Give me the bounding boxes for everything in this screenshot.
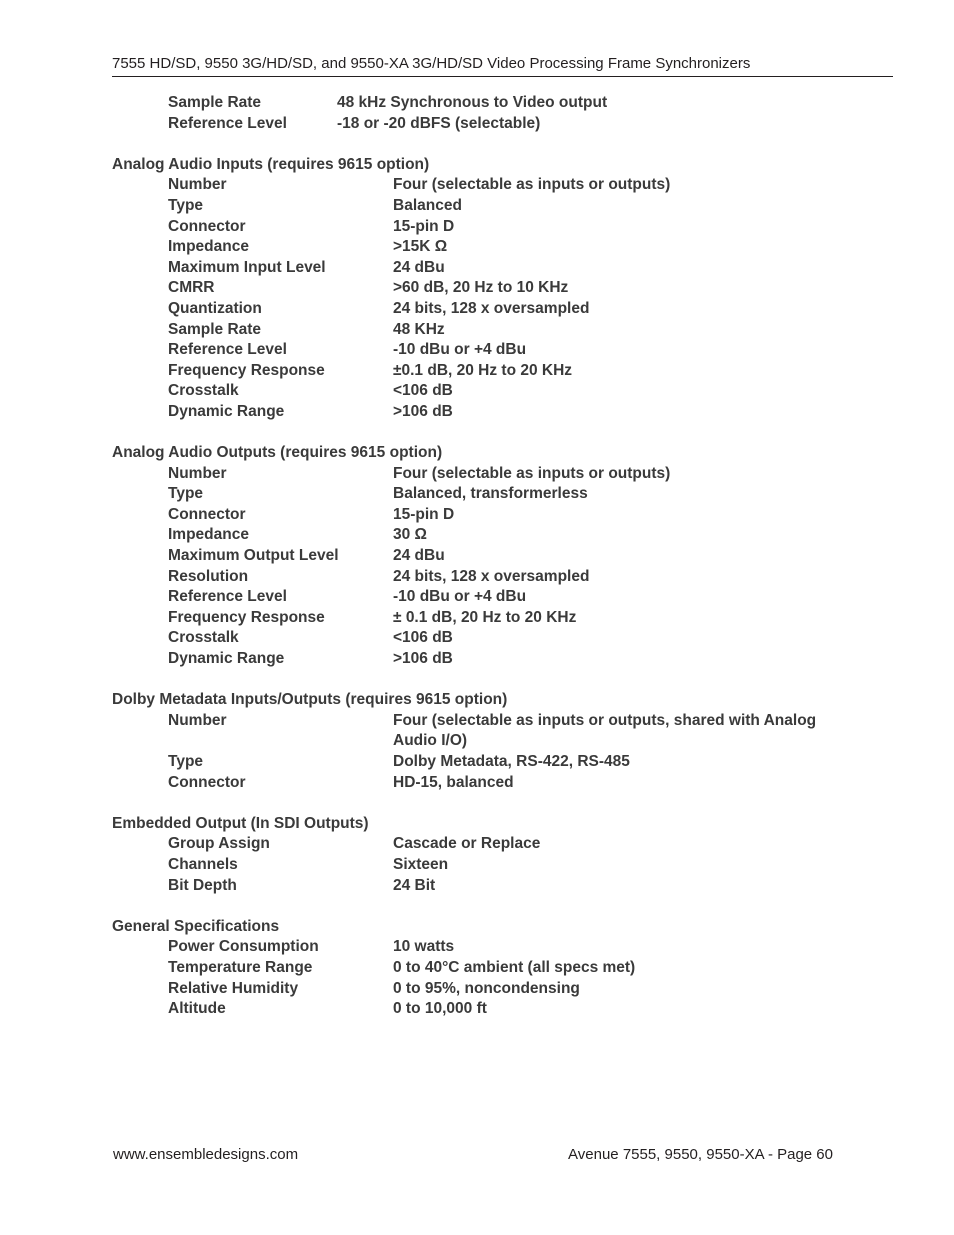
spec-value: 24 bits, 128 x oversampled bbox=[393, 299, 590, 317]
spec-section-top bbox=[112, 93, 872, 134]
spec-value: 15-pin D bbox=[393, 505, 455, 523]
spec-value: Sixteen bbox=[393, 855, 449, 873]
section-gap bbox=[112, 134, 872, 155]
spec-row bbox=[112, 546, 872, 567]
spec-row bbox=[112, 752, 872, 773]
spec-value: Dolby Metadata, RS-422, RS-485 bbox=[393, 753, 630, 770]
spec-row bbox=[112, 464, 872, 485]
spec-row bbox=[112, 258, 872, 279]
spec-row bbox=[112, 340, 872, 361]
spec-value: 30 Ω bbox=[393, 526, 427, 544]
spec-value: HD-15, balanced bbox=[393, 773, 514, 791]
spec-label: Relative Humidity bbox=[168, 979, 299, 997]
spec-section bbox=[112, 690, 872, 793]
spec-row bbox=[112, 320, 872, 341]
spec-value: -10 dBu or +4 dBu bbox=[393, 341, 527, 359]
section-title: Analog Audio Outputs (requires 9615 option) bbox=[112, 444, 443, 462]
spec-section bbox=[112, 917, 872, 1020]
spec-value: <106 dB bbox=[393, 629, 453, 647]
spec-row bbox=[112, 587, 872, 608]
spec-row bbox=[112, 196, 872, 217]
spec-content bbox=[112, 93, 872, 1020]
spec-value: >106 dB bbox=[393, 402, 453, 420]
spec-label: Group Assign bbox=[168, 835, 270, 853]
spec-value: 24 dBu bbox=[393, 547, 445, 565]
section-title: Dolby Metadata Inputs/Outputs (requires 9615 option) bbox=[112, 691, 508, 709]
spec-row bbox=[112, 175, 872, 196]
spec-value: 0 to 10,000 ft bbox=[393, 1000, 487, 1018]
spec-label: Sample Rate bbox=[168, 320, 262, 338]
spec-row bbox=[112, 114, 872, 135]
spec-label: Connector bbox=[168, 505, 246, 523]
spec-label: Type bbox=[168, 753, 204, 770]
spec-value: Balanced bbox=[393, 196, 462, 214]
spec-label: Reference Level bbox=[168, 341, 287, 359]
page-header: 7555 HD/SD, 9550 3G/HD/SD, and 9550-XA 3G/HD/SD Video Processing Frame Synchronizers bbox=[112, 55, 751, 72]
spec-label: Connector bbox=[168, 773, 246, 791]
spec-value: 0 to 95%, noncondensing bbox=[393, 979, 580, 997]
spec-label: Bit Depth bbox=[168, 876, 237, 894]
spec-row bbox=[112, 834, 872, 855]
spec-section bbox=[112, 155, 872, 423]
spec-row bbox=[112, 628, 872, 649]
spec-row bbox=[112, 731, 872, 752]
spec-value: -18 or -20 dBFS (selectable) bbox=[337, 114, 541, 132]
spec-label: Temperature Range bbox=[168, 958, 313, 976]
spec-value: >106 dB bbox=[393, 650, 453, 668]
spec-value: Four (selectable as inputs or outputs, shared with Analog bbox=[393, 711, 817, 729]
spec-label: Frequency Response bbox=[168, 608, 325, 626]
spec-value: >60 dB, 20 Hz to 10 KHz bbox=[393, 279, 569, 297]
footer-website: www.ensembledesigns.com bbox=[113, 1146, 299, 1163]
section-gap bbox=[112, 793, 872, 814]
section-gap bbox=[112, 896, 872, 917]
section-title: Analog Audio Inputs (requires 9615 option) bbox=[112, 155, 430, 173]
spec-row bbox=[112, 855, 872, 876]
spec-label: Type bbox=[168, 485, 204, 503]
spec-value: >15K Ω bbox=[393, 238, 448, 256]
spec-label: Number bbox=[168, 711, 227, 729]
spec-value: 48 KHz bbox=[393, 320, 445, 338]
spec-label: Maximum Input Level bbox=[168, 258, 326, 276]
spec-row bbox=[112, 299, 872, 320]
spec-sections bbox=[112, 155, 872, 1020]
section-title: Embedded Output (In SDI Outputs) bbox=[112, 814, 369, 832]
spec-value: Balanced, transformerless bbox=[393, 485, 588, 503]
spec-label: Frequency Response bbox=[168, 361, 325, 379]
spec-label: Resolution bbox=[168, 567, 249, 585]
spec-row bbox=[112, 711, 872, 732]
spec-value: 24 Bit bbox=[393, 876, 436, 894]
spec-label: Dynamic Range bbox=[168, 650, 285, 668]
section-title: General Specifications bbox=[112, 917, 280, 935]
spec-value: Four (selectable as inputs or outputs) bbox=[393, 464, 671, 482]
spec-value: ± 0.1 dB, 20 Hz to 20 KHz bbox=[393, 608, 577, 626]
spec-row bbox=[112, 402, 872, 423]
spec-value: 10 watts bbox=[393, 938, 455, 956]
spec-label: Dynamic Range bbox=[168, 402, 285, 420]
spec-label: Impedance bbox=[168, 238, 249, 256]
spec-row bbox=[112, 525, 872, 546]
section-gap bbox=[112, 670, 872, 691]
spec-value: ±0.1 dB, 20 Hz to 20 KHz bbox=[393, 361, 573, 379]
spec-label: Sample Rate bbox=[168, 94, 262, 111]
spec-value: Cascade or Replace bbox=[393, 835, 541, 853]
spec-row bbox=[112, 567, 872, 588]
section-gap bbox=[112, 423, 872, 444]
spec-label: Type bbox=[168, 196, 204, 214]
spec-row bbox=[112, 484, 872, 505]
spec-label: Altitude bbox=[168, 1000, 226, 1018]
spec-label: Crosstalk bbox=[168, 629, 239, 647]
spec-row bbox=[112, 237, 872, 258]
spec-label: Maximum Output Level bbox=[168, 547, 339, 565]
spec-value: 24 dBu bbox=[393, 258, 445, 276]
spec-value: Audio I/O) bbox=[393, 732, 468, 750]
spec-row bbox=[112, 381, 872, 402]
spec-row bbox=[112, 361, 872, 382]
spec-label: Power Consumption bbox=[168, 938, 319, 956]
footer-page-label: Avenue 7555, 9550, 9550-XA - Page 60 bbox=[568, 1146, 833, 1163]
spec-value: 24 bits, 128 x oversampled bbox=[393, 567, 590, 585]
spec-value: 15-pin D bbox=[393, 217, 455, 235]
spec-value: 0 to 40°C ambient (all specs met) bbox=[393, 958, 636, 976]
spec-row bbox=[112, 937, 872, 958]
spec-label: Number bbox=[168, 176, 227, 194]
spec-label: Quantization bbox=[168, 299, 262, 317]
spec-row bbox=[112, 278, 872, 299]
spec-value: Four (selectable as inputs or outputs) bbox=[393, 176, 671, 194]
spec-value: <106 dB bbox=[393, 382, 453, 400]
spec-row bbox=[112, 876, 872, 897]
spec-value: 48 kHz Synchronous to Video output bbox=[337, 94, 608, 111]
spec-row bbox=[112, 649, 872, 670]
spec-row bbox=[112, 999, 872, 1020]
spec-label: Impedance bbox=[168, 526, 249, 544]
spec-section bbox=[112, 443, 872, 670]
spec-row bbox=[112, 773, 872, 794]
spec-row bbox=[112, 608, 872, 629]
header-divider bbox=[112, 76, 893, 77]
spec-label: Connector bbox=[168, 217, 246, 235]
spec-label: Crosstalk bbox=[168, 382, 239, 400]
spec-row bbox=[112, 217, 872, 238]
spec-label: Reference Level bbox=[168, 588, 287, 606]
spec-label: Channels bbox=[168, 855, 238, 873]
spec-row bbox=[112, 505, 872, 526]
spec-label: Number bbox=[168, 464, 227, 482]
spec-row bbox=[112, 979, 872, 1000]
spec-section bbox=[112, 814, 872, 896]
spec-value: -10 dBu or +4 dBu bbox=[393, 588, 527, 606]
spec-label: Reference Level bbox=[168, 114, 287, 132]
spec-row bbox=[112, 93, 872, 114]
spec-row bbox=[112, 958, 872, 979]
spec-label: CMRR bbox=[168, 279, 215, 297]
